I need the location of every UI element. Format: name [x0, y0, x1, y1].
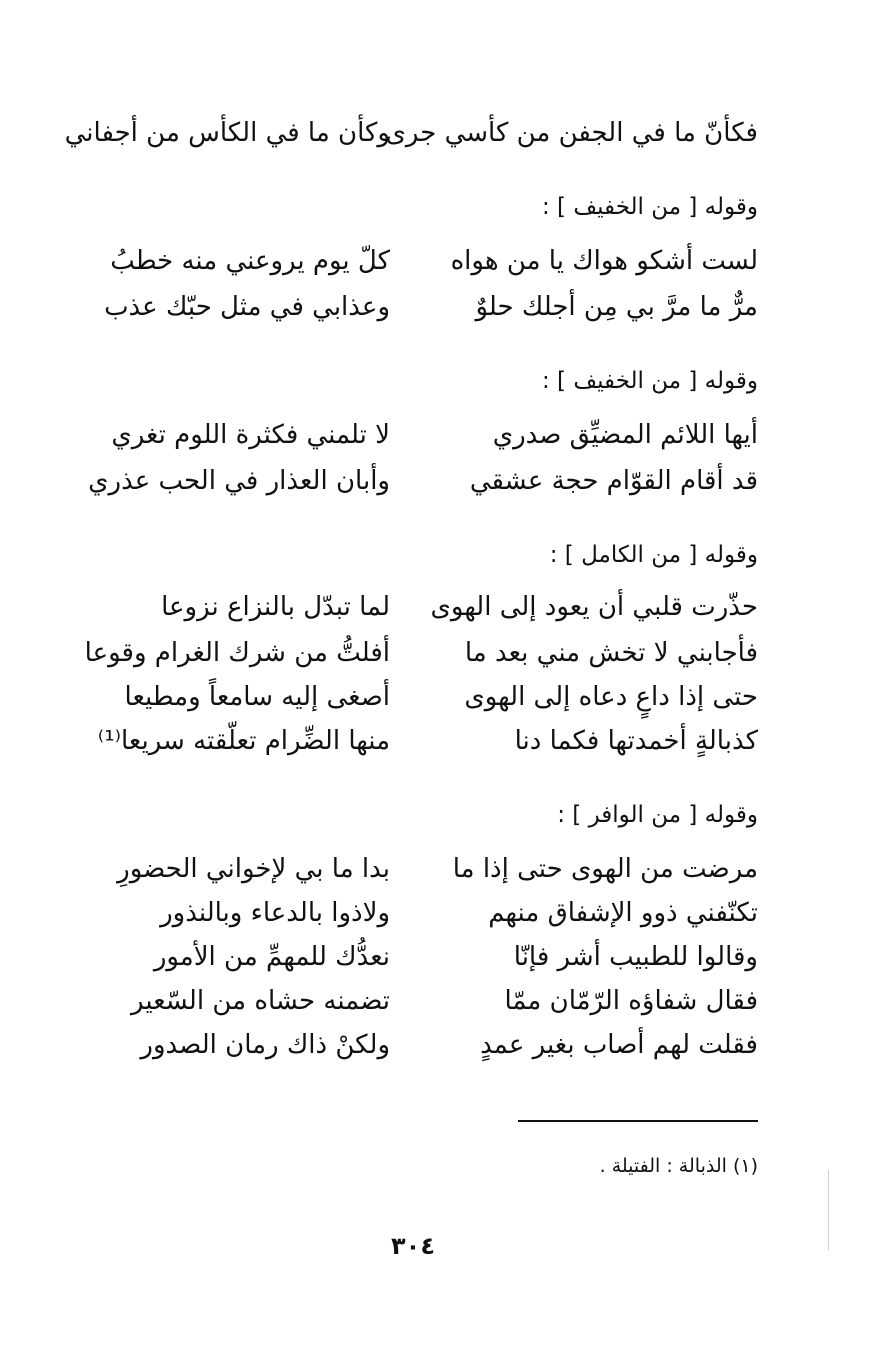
verse-second-hemistich: ولكنْ ذاك رمان الصدور	[140, 1030, 390, 1060]
verse-first-hemistich: فقلت لهم أصاب بغير عمدٍ	[480, 1030, 758, 1060]
verse-first-hemistich: قد أقام القوّام حجة عشقي	[469, 466, 758, 496]
verse-second-hemistich: وأبان العذار في الحب عذري	[88, 466, 390, 496]
page-number: ٣٠٤	[391, 1232, 435, 1260]
verse-second-hemistich: نعدُّك للمهمِّ من الأمور	[153, 942, 390, 972]
verse-first-hemistich: مرٌّ ما مرَّ بي مِن أجلك حلوٌ	[475, 292, 758, 322]
verse-second-hemistich: وعذابي في مثل حبّك عذب	[104, 292, 390, 322]
verse-first-hemistich: فكأنّ ما في الجفن من كأسي جرى	[385, 118, 758, 148]
verse-second-hemistich: أفلتُّ من شرك الغرام وقوعا	[84, 638, 390, 668]
poem-intro: وقوله [ من الخفيف ] :	[541, 368, 758, 394]
verse-second-hemistich: لا تلمني فكثرة اللوم تغري	[111, 420, 390, 450]
poem-intro: وقوله [ من الوافر ] :	[557, 802, 758, 828]
verse-second-hemistich: ولاذوا بالدعاء وبالنذور	[160, 898, 390, 928]
scan-margin-mark	[828, 1170, 829, 1250]
verse-first-hemistich: مرضت من الهوى حتى إذا ما	[452, 854, 758, 884]
poem-intro: وقوله [ من الكامل ] :	[549, 542, 758, 568]
poem-intro: وقوله [ من الخفيف ] :	[541, 194, 758, 220]
verse-first-hemistich: فقال شفاؤه الرّمّان ممّا	[504, 986, 758, 1016]
verse-first-hemistich: فأجابني لا تخش مني بعد ما	[464, 638, 758, 668]
verse-second-hemistich: وكأن ما في الكأس من أجفاني	[64, 118, 390, 148]
verse-second-hemistich: لما تبدّل بالنزاع نزوعا	[161, 592, 390, 622]
verse-first-hemistich: كذبالةٍ أخمدتها فكما دنا	[514, 726, 758, 756]
verse-second-hemistich: أصغى إليه سامعاً ومطيعا	[124, 682, 390, 712]
verse-first-hemistich: لست أشكو هواك يا من هواه	[450, 246, 758, 276]
verse-first-hemistich: أيها اللائم المضيِّق صدري	[492, 420, 758, 450]
verse-first-hemistich: وقالوا للطبيب أشر فإنّا	[513, 942, 758, 972]
verse-second-hemistich: بدا ما بي لإخواني الحضورِ	[117, 854, 390, 884]
verse-first-hemistich: حتى إذا داعٍ دعاه إلى الهوى	[464, 682, 758, 712]
verse-second-hemistich: تضمنه حشاه من السّعير	[131, 986, 390, 1016]
verse-first-hemistich: تكنّفني ذوو الإشفاق منهم	[488, 898, 758, 928]
verse-second-hemistich: كلّ يوم يروعني منه خطبُ	[110, 246, 390, 276]
verse-second-hemistich: منها الضِّرام تعلّقته سريعا⁽¹⁾	[97, 726, 390, 756]
verse-first-hemistich: حذّرت قلبي أن يعود إلى الهوى	[430, 592, 758, 622]
footnote-divider	[518, 1120, 758, 1122]
footnote: (١) الذبالة : الفتيلة .	[599, 1155, 758, 1177]
